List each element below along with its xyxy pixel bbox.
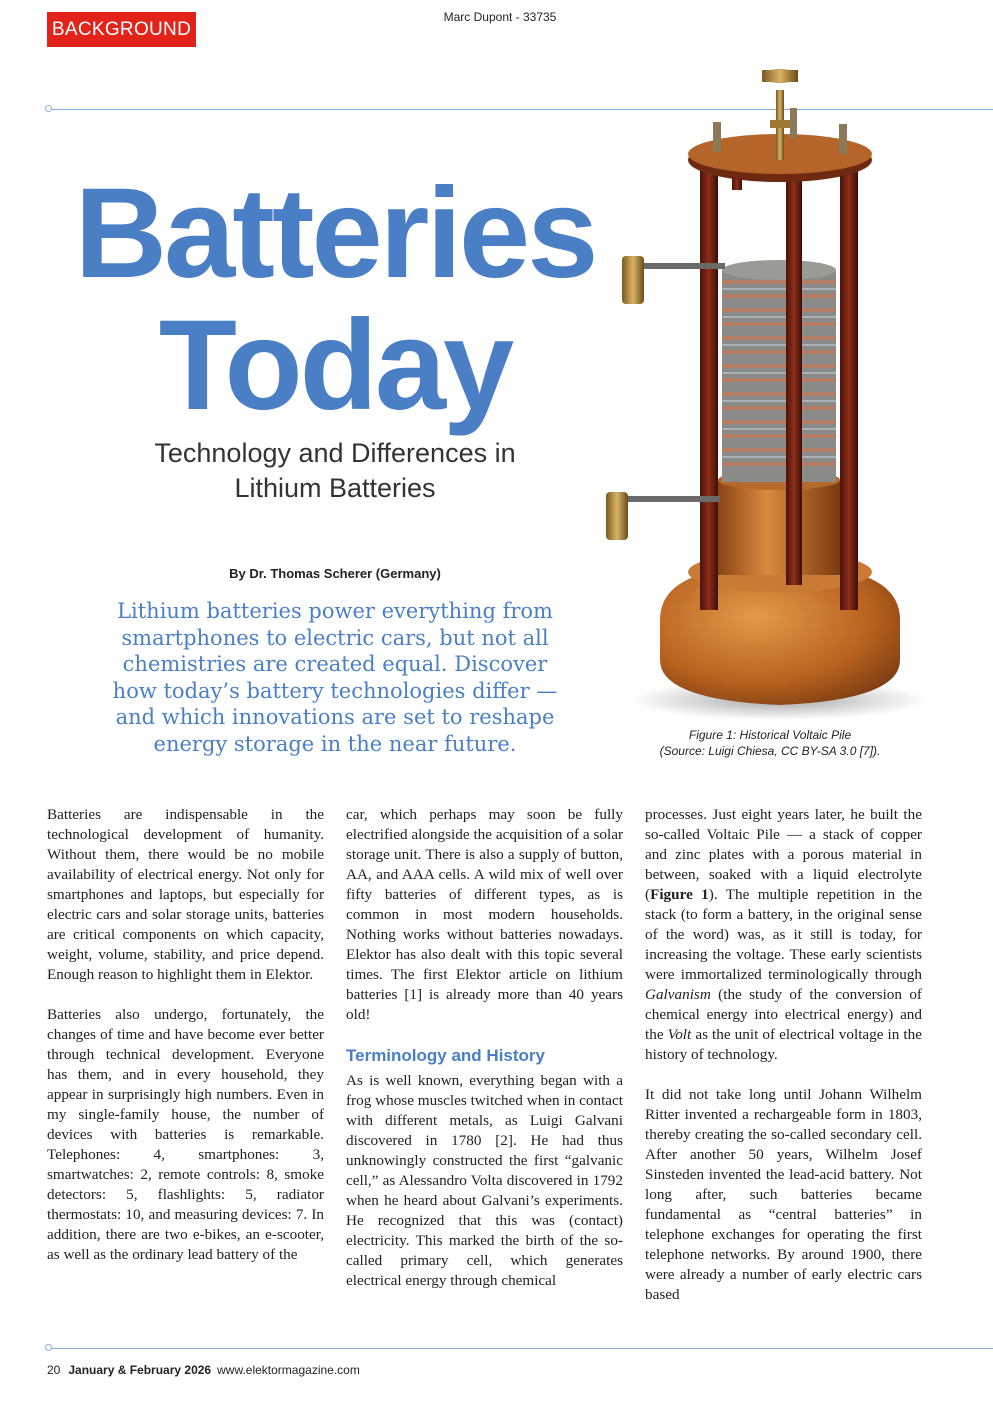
bottom-rule (49, 1348, 993, 1349)
caption-line-1: Figure 1: Historical Voltaic Pile (688, 728, 852, 742)
term-volt: Volt (667, 1026, 692, 1043)
title-line-1: Batteries (74, 162, 596, 305)
paragraph: Batteries also undergo, fortunately, the changes of time and have become ever better through technical development. Everyone has them, and in every household, they appear in surprisingly high numbers. Even in my single-family house, the number of devices with batteries is remarkable. Telephones: 4, smartphones: 3, smartwatches: 2, remote controls: 8, smoke detectors: 5, flashlights: 5, radiator thermostats: 10, and measuring devices: 7. In addition, there are two e-bikes, an e-scooter, as well as the ordinary lead battery of the (47, 1006, 324, 1263)
paragraph: car, which perhaps may soon be fully electrified alongside the acquisition of a solar storage unit. There is also a supply of button, AA, and AAA cells. A wild mix of well over fifty batteries of different types, as is common in most modern households. Nothing works without batteries nowadays. Elektor has also dealt with this topic several times. The first Elektor article on lithium batteries [1] is already more than 40 years old! (346, 806, 623, 1023)
figure-reference: Figure 1 (650, 886, 709, 903)
voltaic-pile-image (600, 60, 930, 720)
article-title (40, 162, 630, 437)
article-subtitle (110, 436, 560, 506)
byline: By Dr. Thomas Scherer (Germany) (229, 566, 441, 581)
bottom-rule-dot (45, 1344, 52, 1351)
paragraph: It did not take long until Johann Wilhelm Ritter invented a rechargeable form in 1803, thereby creating the so-called secondary cell. After another 50 years, Wilhelm Josef Sinsteden invented the lead-acid battery. Not long after, such batteries became fundamental as “central batteries” in telephone exchanges for operating the first telephone networks. By around 1900, there were already a number of early electric cars based (645, 1086, 922, 1303)
subtitle-line-1: Technology and Differences in (154, 438, 516, 468)
top-rule-dot (45, 105, 52, 112)
body-column-3 (645, 805, 922, 1325)
caption-line-2: (Source: Luigi Chiesa, CC BY-SA 3.0 [7]). (659, 744, 881, 758)
section-tag: BACKGROUND (47, 12, 196, 47)
lead-paragraph: Lithium batteries power everything from smartphones to electric cars, but not all chemistries are created equal. Discover how today’s battery technologies differ — and which innovations are set to reshape energy storage in the near future. (112, 599, 558, 756)
issue-date: January & February 2026 (68, 1363, 212, 1377)
title-line-2: Today (158, 294, 512, 437)
paragraph: As is well known, everything began with a frog whose muscles twitched when in contact with different metals, as Luigi Galvani discovered in 1780 [2]. He had thus unknowingly constructed the first “galvanic cell,” as Alessandro Volta discovered in 1792 when he heard about Galvani’s experiments. He recognized that this was (contact) electricity. This marked the birth of the so-called primary cell, which generates electrical energy through chemical (346, 1072, 623, 1289)
section-heading: Terminology and History (346, 1046, 545, 1065)
page-number: 20 (47, 1363, 61, 1377)
text-run: ). The multiple repetition in the stack (to form a battery, in the original sense of the word) was, as it still is today, for increasing the voltage. These early scientists were immortalized terminologically through (645, 886, 922, 983)
text-run: (the study of the conversion of chemical energy into electrical energy) and the (645, 986, 922, 1043)
page-footer (47, 1363, 360, 1377)
subtitle-line-2: Lithium Batteries (234, 473, 436, 503)
body-column-1 (47, 805, 324, 1285)
body-column-2 (346, 805, 623, 1311)
figure-caption (630, 727, 910, 759)
text-run: processes. Just eight years later, he built the so-called Voltaic Pile — a stack of copper and zinc plates with a porous material in between, soaked with a liquid electrolyte ( (645, 806, 922, 903)
paragraph: Batteries are indispensable in the technological development of humanity. Without them, there would be no mobile availability of electrical energy. Not only for smartphones and laptops, but especially for electric cars and solar storage units, batteries are critical components on which capacity, weight, volume, stability, and price depend. Enough reason to highlight them in Elektor. (47, 806, 324, 983)
paragraph (645, 805, 922, 1065)
website-link[interactable]: www.elektormagazine.com (217, 1363, 360, 1377)
term-galvanism: Galvanism (645, 986, 711, 1003)
text-run: as the unit of electrical voltage in the history of technology. (645, 1026, 922, 1063)
user-label: Marc Dupont - 33735 (443, 10, 557, 24)
